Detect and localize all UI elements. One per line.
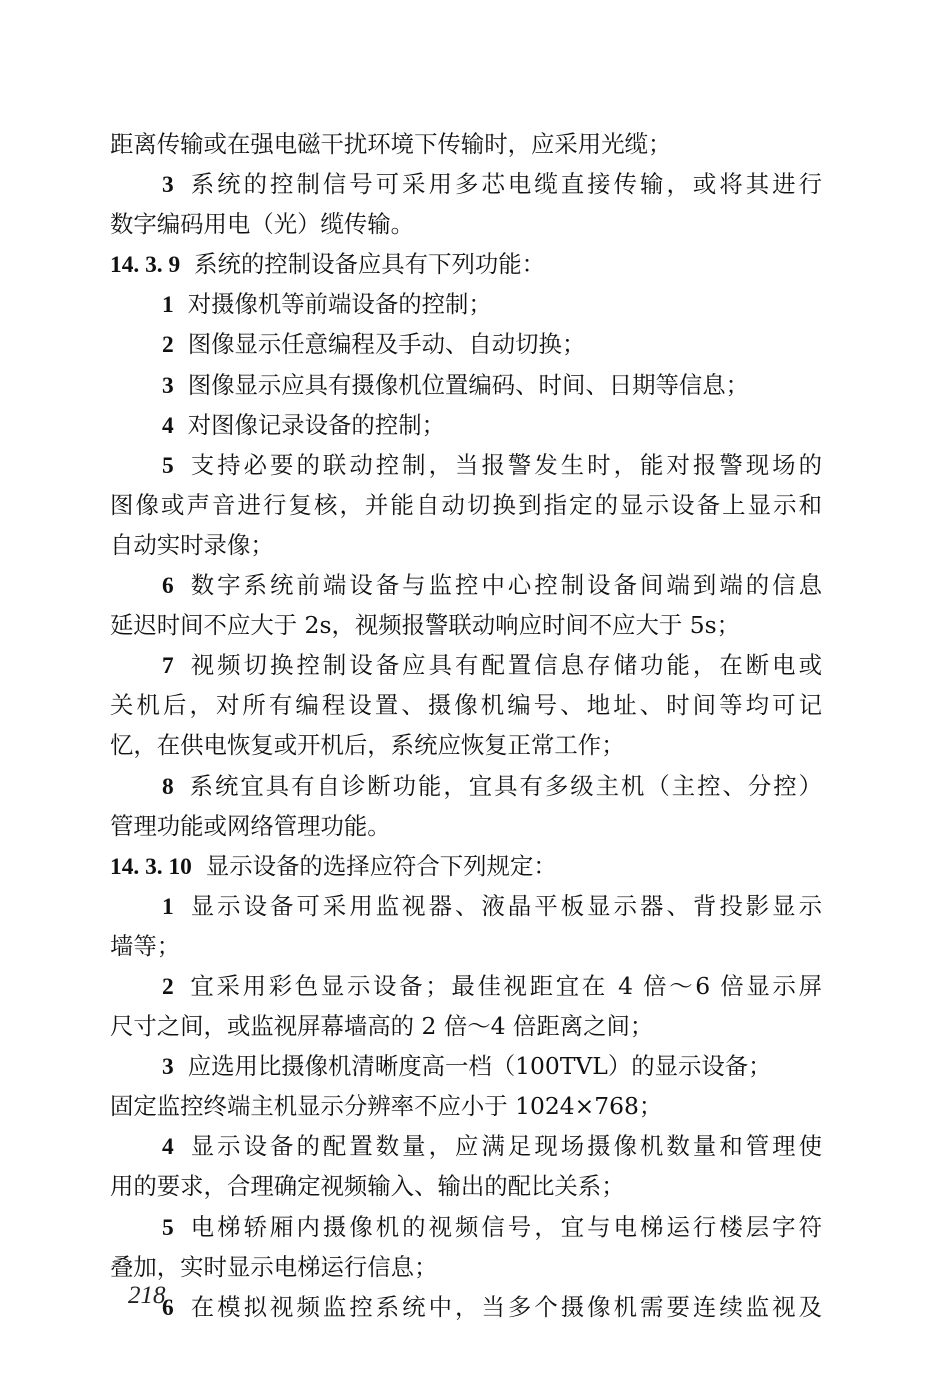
item-number: 1 [162,292,174,319]
item-number: 6 [162,573,174,600]
list-item: 5 支持必要的联动控制，当报警发生时，能对报警现场的 [162,450,822,479]
item-number: 5 [162,1214,174,1241]
clause-heading: 14. 3. 9 系统的控制设备应具有下列功能： [110,250,546,279]
list-item: 3 应选用比摄像机清晰度高一档（100TVL）的显示设备； [162,1052,772,1081]
item-number: 2 [162,332,174,359]
list-item: 3 图像显示应具有摄像机位置编码、时间、日期等信息； [162,370,750,399]
list-item: 2 宜采用彩色显示设备；最佳视距宜在 4 倍～6 倍显示屏 [162,971,822,1000]
text-line: 墙等； [110,931,181,960]
text-line: 图像或声音进行复核，并能自动切换到指定的显示设备上显示和 [110,490,822,519]
clause-number: 14. 3. 9 [110,252,181,279]
item-number: 1 [162,893,174,920]
text-line: 自动实时录像； [110,530,274,559]
list-item: 3 系统的控制信号可采用多芯电缆直接传输，或将其进行 [162,170,822,199]
list-item: 6 数字系统前端设备与监控中心控制设备间端到端的信息 [162,571,822,600]
list-item: 6 在模拟视频监控系统中，当多个摄像机需要连续监视及 [162,1292,822,1321]
item-number: 8 [162,773,174,800]
clause-number: 14. 3. 10 [110,853,192,880]
text-line: 忆，在供电恢复或开机后，系统应恢复正常工作； [110,731,625,760]
item-number: 3 [162,1054,174,1081]
text-line: 关机后，对所有编程设置、摄像机编号、地址、时间等均可记 [110,691,822,720]
list-item: 2 图像显示任意编程及手动、自动切换； [162,330,586,359]
list-item: 1 显示设备可采用监视器、液晶平板显示器、背投影显示 [162,891,822,920]
text-line: 延迟时间不应大于 2s，视频报警联动响应时间不应大于 5s； [110,611,741,640]
item-number: 2 [162,973,174,1000]
clause-heading: 14. 3. 10 显示设备的选择应符合下列规定： [110,851,557,880]
item-number: 6 [162,1294,174,1321]
list-item: 4 对图像记录设备的控制； [162,410,445,439]
text-line: 用的要求，合理确定视频输入、输出的配比关系； [110,1172,625,1201]
item-number: 4 [162,1134,174,1161]
text-line: 尺寸之间，或监视屏幕墙高的 2 倍～4 倍距离之间； [110,1012,654,1041]
text-line: 数字编码用电（光）缆传输。 [110,210,415,239]
page-number: 218 [128,1282,166,1309]
item-number: 3 [162,172,174,199]
list-item: 4 显示设备的配置数量，应满足现场摄像机数量和管理使 [162,1132,822,1161]
item-number: 3 [162,372,174,399]
list-item: 8 系统宜具有自诊断功能，宜具有多级主机（主控、分控） [162,771,822,800]
item-number: 5 [162,452,174,479]
item-number: 7 [162,653,174,680]
text-line: 距离传输或在强电磁干扰环境下传输时，应采用光缆； [110,130,672,158]
item-number: 4 [162,412,174,439]
list-item: 7 视频切换控制设备应具有配置信息存储功能，在断电或 [162,651,822,680]
list-item: 1 对摄像机等前端设备的控制； [162,290,492,319]
text-line: 固定监控终端主机显示分辨率不应小于 1024×768； [110,1092,663,1121]
text-line: 叠加，实时显示电梯运行信息； [110,1252,438,1281]
page-body [110,124,822,1327]
list-item: 5 电梯轿厢内摄像机的视频信号，宜与电梯运行楼层字符 [162,1212,822,1241]
text-line: 管理功能或网络管理功能。 [110,811,391,840]
